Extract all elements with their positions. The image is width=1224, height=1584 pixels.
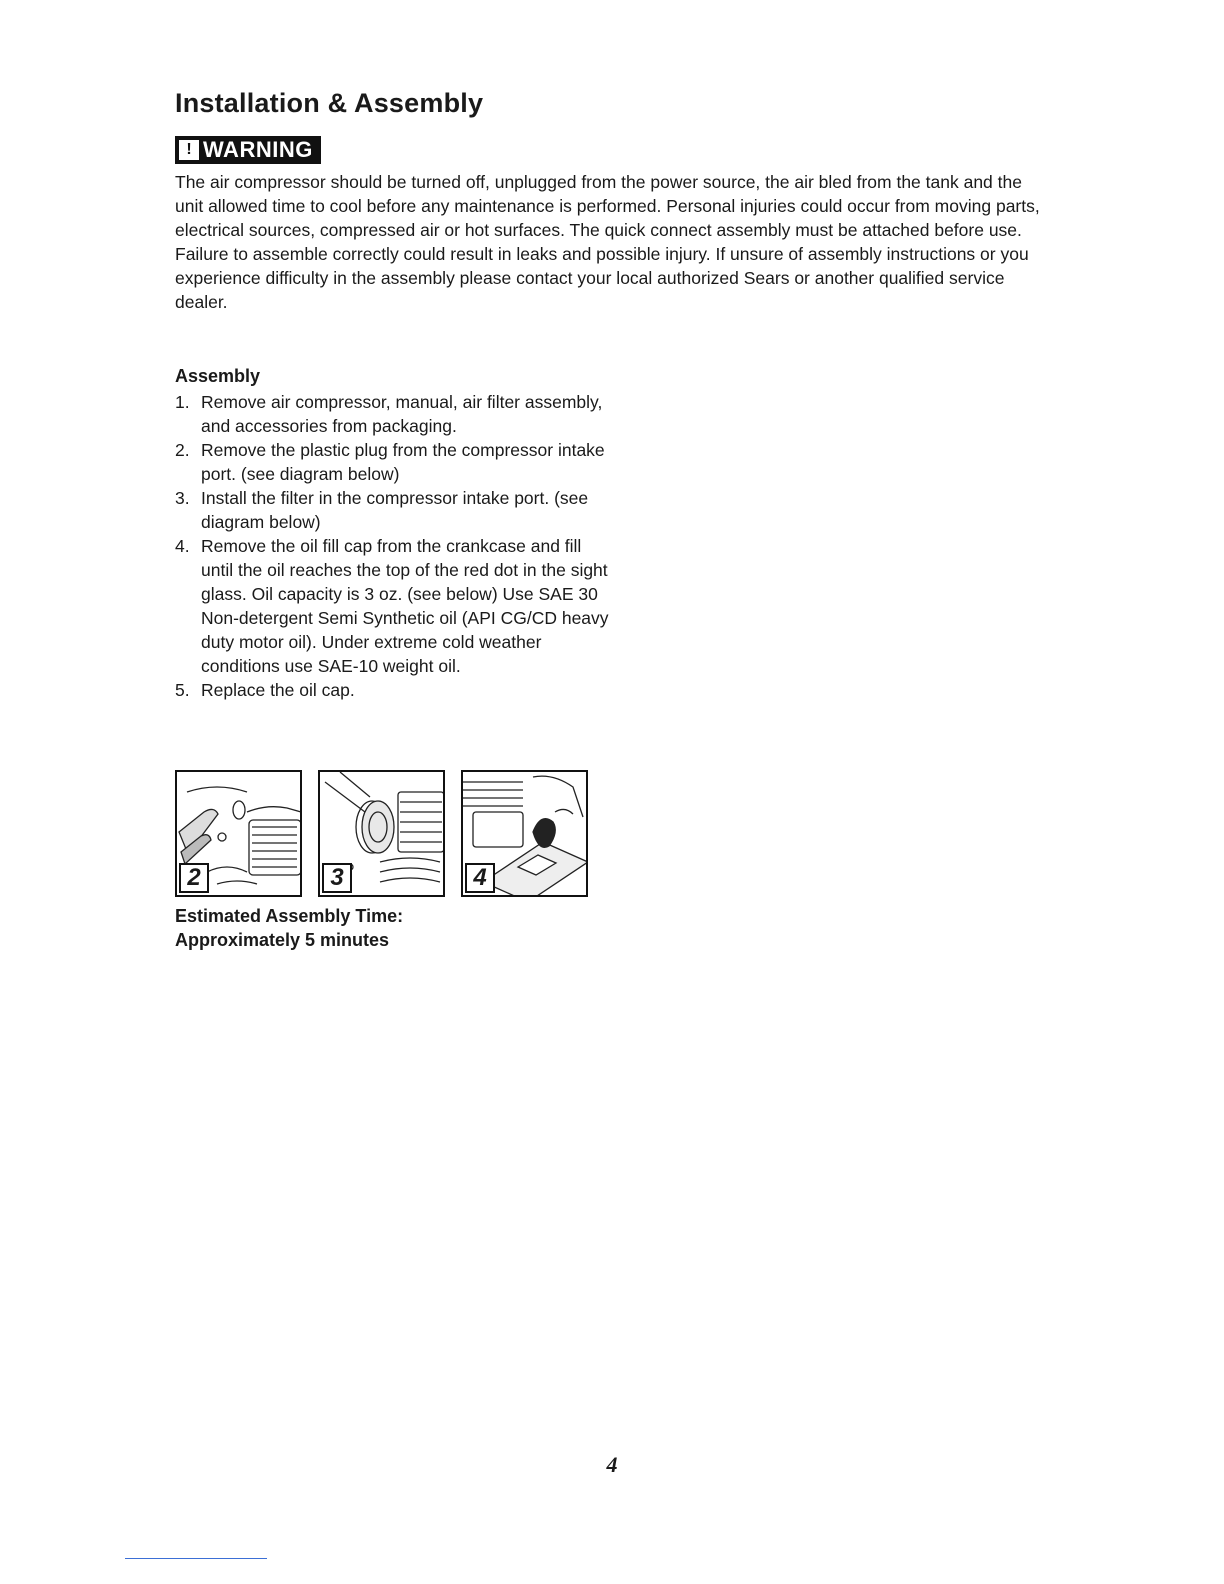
assembly-heading: Assembly xyxy=(175,366,261,386)
figure-label: 4 xyxy=(465,863,495,893)
estimated-time-label: Estimated Assembly Time: xyxy=(175,906,404,926)
page-title: Installation & Assembly xyxy=(175,88,484,118)
assembly-step: 4. Remove the oil fill cap from the crankcase and fill until the oil reaches the top of the red dot in the sight glass. Oil capacity is 3 oz. (see below) Use SAE 30 Non-detergent Semi Synthetic oil (API CG/CD heavy duty motor oil). Under extreme cold weather conditions use SAE-10 weight oil. xyxy=(175,536,609,676)
figure-4 xyxy=(461,770,588,897)
assembly-step: 2. Remove the plastic plug from the compressor intake port. (see diagram below) xyxy=(175,440,605,484)
assembly-step: 3. Install the filter in the compressor intake port. (see diagram below) xyxy=(175,488,589,532)
figure-3 xyxy=(318,770,445,897)
warning-label: WARNING xyxy=(203,137,313,162)
assembly-section xyxy=(175,364,615,702)
estimated-time-value: Approximately 5 minutes xyxy=(175,930,390,950)
figure-label: 2 xyxy=(179,863,209,893)
page-number: 4 xyxy=(606,1452,618,1477)
assembly-figures xyxy=(175,770,588,897)
warning-text: The air compressor should be turned off, unplugged from the power source, the air bled from the tank and the unit allowed time to cool before any maintenance is performed. Personal injuries could occur from moving parts, electrical sources, compressed air or hot surfaces. The quick connect assembly must be attached before use. Failure to assemble correctly could result in leaks and possible injury. If unsure of assembly instructions or you experience difficulty in the assembly please contact your local authorized Sears or another qualified service dealer. xyxy=(175,172,1040,312)
figure-label: 3 xyxy=(322,863,352,893)
figure-2 xyxy=(175,770,302,897)
warning-badge xyxy=(175,136,321,164)
assembly-step: 1. Remove air compressor, manual, air filter assembly, and accessories from packaging. xyxy=(175,392,603,436)
footer-rule xyxy=(125,1558,267,1559)
warning-icon: ! xyxy=(179,140,199,160)
assembly-step: 5. Replace the oil cap. xyxy=(175,680,355,700)
assembly-steps xyxy=(175,390,615,702)
estimated-time xyxy=(175,904,403,952)
